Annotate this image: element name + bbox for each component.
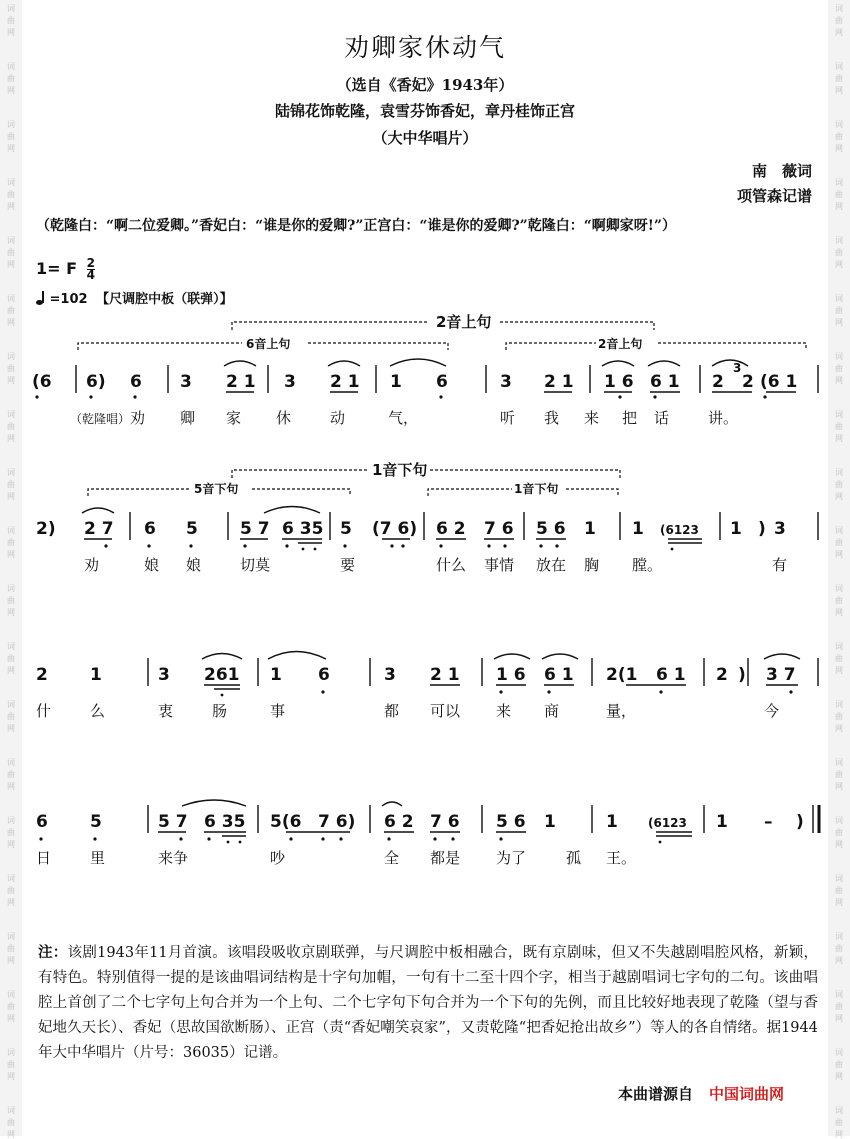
watermark-glyph: 词 [7,294,15,303]
lyric: 娘 [186,556,202,574]
watermark-glyph: 网 [835,898,843,907]
watermark-glyph: 网 [7,1130,15,1139]
page-title: 劝卿家休动气 [343,33,506,62]
tempo-style: 【尺调腔中板（联弹）】 [96,292,233,307]
note: (7 6) [372,519,418,539]
lyricist-credit: 南 薇词 [751,162,812,180]
note: 6) [86,372,106,392]
dialogue-line: （乾隆白：“啊二位爱卿。”香妃白：“谁是你的爱卿?”正宫白：“谁是你的爱卿?”乾隆白：“啊卿家呀!”） [36,218,676,234]
lyric: 胸 [584,556,600,574]
watermark-glyph: 词 [7,410,15,419]
watermark-glyph: 词 [835,874,843,883]
watermark-glyph: 词 [835,816,843,825]
watermark-glyph: 曲 [7,16,15,25]
lyric: 里 [90,849,106,867]
watermark-glyph: 词 [7,758,15,767]
watermark-glyph: 曲 [7,712,15,721]
note: 2 [742,372,754,392]
watermark-glyph: 网 [7,202,15,211]
lyric: 把 [622,409,638,427]
watermark-glyph: 词 [7,1048,15,1057]
watermark-glyph: 词 [7,932,15,941]
note: 2 1 [430,665,460,685]
watermark-glyph: 网 [7,260,15,269]
watermark-glyph: 网 [7,840,15,849]
grace-run: (6123 [660,523,699,537]
lyric: 我 [544,409,560,427]
note: 5 7 [240,519,270,539]
annotation-row2-a: 5音下句 [194,482,239,496]
watermark-glyph: 网 [7,782,15,791]
watermark-glyph: 曲 [835,16,843,25]
note: 6 [36,812,48,832]
watermark-glyph: 网 [835,724,843,733]
watermark-glyph: 曲 [7,364,15,373]
note: 6 35 [204,812,246,832]
watermark-glyph: 词 [835,120,843,129]
watermark-glyph: 词 [835,584,843,593]
lyric: 话 [654,409,670,427]
watermark-glyph: 词 [835,700,843,709]
note: 5 7 [158,812,188,832]
watermark-glyph: 曲 [835,944,843,953]
watermark-glyph: 网 [7,608,15,617]
note: 6 1 [544,665,574,685]
watermark-glyph: 曲 [835,1118,843,1127]
watermark-glyph: 曲 [7,654,15,663]
watermark-glyph: 词 [835,642,843,651]
watermark-glyph: 网 [7,666,15,675]
watermark-glyph: 网 [7,86,15,95]
grace-note: 3 [733,361,742,375]
note: 5 [340,519,352,539]
key-label: 1= F [36,259,78,278]
watermark-glyph: 网 [835,28,843,37]
watermark-glyph: 词 [835,758,843,767]
watermark-glyph: 词 [835,352,843,361]
watermark-glyph: 曲 [835,306,843,315]
time-top: 2 [86,256,95,270]
watermark-glyph: 网 [835,202,843,211]
watermark-glyph: 曲 [835,1060,843,1069]
note: 1 [632,519,644,539]
note: (6 1 [760,372,798,392]
lyric: 都是 [430,849,461,867]
lyric: 家 [226,409,242,427]
phrase-bracket-row1-b-right [658,343,806,350]
lyric: 膛。 [632,556,663,574]
note: 6 1 [656,665,686,685]
phrase-bracket-row2-b-left [428,489,512,496]
note: ) [738,665,746,685]
watermark-glyph: 曲 [835,886,843,895]
watermark-glyph: 曲 [7,132,15,141]
subtitle-record: （大中华唱片） [372,129,478,147]
watermark-glyph: 网 [7,376,15,385]
note: 6 2 [436,519,466,539]
phrase-bracket-row2-a-left [88,489,190,496]
note: 1 6 [604,372,634,392]
watermark-glyph: 曲 [7,480,15,489]
lyric: 可以 [430,702,461,720]
watermark-glyph: 曲 [7,1060,15,1069]
note: 2 1 [226,372,256,392]
note: 3 7 [766,665,796,685]
watermark-glyph: 网 [7,1072,15,1081]
note: 3 [500,372,512,392]
note: 1 [544,812,556,832]
watermark-glyph: 曲 [7,422,15,431]
note: 2 [716,665,728,685]
note: 7 6) [318,812,356,832]
lyric: 休 [276,409,292,427]
lyric: 全 [384,849,400,867]
note: 3 [384,665,396,685]
watermark-glyph: 词 [835,294,843,303]
note: 7 6 [484,519,514,539]
lyric: 都 [384,702,400,720]
note: 1 [606,812,618,832]
watermark-glyph: 网 [7,492,15,501]
watermark-glyph: 词 [7,178,15,187]
lyric: 今 [764,702,780,720]
watermark-glyph: 网 [835,608,843,617]
watermark-glyph: 曲 [7,770,15,779]
annotation-row1-a: 6音上句 [246,337,291,351]
watermark-glyph: 网 [835,86,843,95]
watermark-glyph: 词 [7,236,15,245]
lyric: 切莫 [240,556,271,574]
note: 6 35 [282,519,324,539]
note: 6 [130,372,142,392]
note: 2 7 [84,519,114,539]
watermark-glyph: 网 [835,1130,843,1139]
lyric: 肠 [212,702,228,720]
source-credit [618,1083,784,1104]
phrase-bracket-row2-b-right [566,489,618,496]
note: 1 6 [496,665,526,685]
note: 2 1 [544,372,574,392]
lyric: 要 [340,556,356,574]
note: 5 6 [496,812,526,832]
annotation-row1-big: 2音上句 [436,313,492,331]
singer-label: （乾隆唱） [70,412,131,426]
note: 1 [270,665,282,685]
lyric: 气， [388,409,419,427]
watermark-glyph: 曲 [7,248,15,257]
phrase-bracket-row1-big-left [232,322,428,330]
note: 1 [716,812,728,832]
watermark-glyph: 曲 [7,596,15,605]
watermark-glyph: 词 [7,468,15,477]
note: 2 1 [330,372,360,392]
watermark-glyph: 曲 [835,654,843,663]
note: 5(6 [270,812,302,832]
lyric: 来 [584,409,600,427]
subtitle-source: （选自《香妃》1943年） [336,76,514,94]
watermark-glyph: 网 [7,956,15,965]
watermark-glyph: 网 [835,144,843,153]
lyric: 王。 [606,849,637,867]
note: 3 [284,372,296,392]
note: 2 [712,372,724,392]
note: 2 [36,665,48,685]
watermark-glyph: 曲 [7,74,15,83]
note: 2) [36,519,56,539]
note: (6 [32,372,52,392]
lyric: 来争 [158,849,189,867]
watermark-glyph: 词 [7,62,15,71]
watermark-glyph: 词 [7,874,15,883]
watermark-glyph: 词 [835,526,843,535]
lyric: 劝 [130,409,146,427]
lyric: 事 [270,702,286,720]
note: ) [796,812,804,832]
watermark-glyph: 网 [7,550,15,559]
watermark-glyph: 曲 [7,828,15,837]
subtitle-cast: 陆锦花饰乾隆，袁雪芬饰香妃，章丹桂饰正宫 [274,102,575,120]
lyric: 事情 [484,556,515,574]
watermark-glyph: 曲 [835,538,843,547]
watermark-glyph: 曲 [835,132,843,141]
note: 7 6 [430,812,460,832]
watermark-glyph: 网 [7,724,15,733]
watermark-glyph: 曲 [7,306,15,315]
watermark-glyph: 曲 [835,422,843,431]
lyric: 动 [330,409,346,427]
watermark-glyph: 词 [7,990,15,999]
phrase-bracket-row2-big-right [430,470,620,478]
note-label: 注： [38,944,68,961]
lyric: 娘 [144,556,160,574]
lyric: 孤 [566,849,582,867]
lyric: 么 [90,702,106,720]
note: 1 [390,372,402,392]
watermark-glyph: 曲 [7,538,15,547]
watermark-glyph: 曲 [835,828,843,837]
watermark-glyph: 词 [835,932,843,941]
watermark-glyph: 词 [835,236,843,245]
watermark-glyph: 词 [7,642,15,651]
watermark-glyph: 词 [835,990,843,999]
watermark-glyph: 词 [835,4,843,13]
watermark-glyph: 网 [835,492,843,501]
lyric: 什么 [436,556,467,574]
watermark-glyph: 网 [835,376,843,385]
phrase-bracket-row2-big-left [232,470,368,478]
note: – [764,812,773,832]
annotation-row1-b: 2音上句 [598,337,643,351]
lyric: 劝 [84,556,100,574]
watermark-glyph: 曲 [835,190,843,199]
notation-credit: 项管森记谱 [736,187,812,205]
watermark-glyph: 网 [835,666,843,675]
watermark-glyph: 网 [7,318,15,327]
watermark-glyph: 词 [835,468,843,477]
source-site-link[interactable]: 中国词曲网 [709,1085,785,1103]
phrase-bracket-row1-a-left [78,343,242,350]
note: 6 [436,372,448,392]
note: 6 [318,665,330,685]
time-bottom: 4 [86,268,95,282]
watermark-glyph: 词 [7,352,15,361]
note: 1 [730,519,742,539]
note: 6 1 [650,372,680,392]
watermark-glyph: 曲 [7,944,15,953]
watermark-glyph: 词 [835,62,843,71]
note: 5 [186,519,198,539]
phrase-bracket-row2-a-right [252,489,350,496]
lyric: 商 [544,702,560,720]
lyric: 听 [500,409,516,427]
watermark-glyph: 词 [835,1106,843,1115]
watermark-glyph: 网 [835,840,843,849]
watermark-glyph: 网 [7,144,15,153]
watermark-glyph: 网 [835,782,843,791]
watermark-glyph: 网 [7,898,15,907]
note: 261 [204,665,240,685]
watermark-glyph: 曲 [835,770,843,779]
lyric: 有 [772,556,788,574]
note: ) [758,519,766,539]
phrase-bracket-row1-a-right [308,343,448,350]
lyric: 日 [36,849,52,867]
watermark-glyph: 词 [7,120,15,129]
lyric: 讲。 [708,409,739,427]
watermark-glyph: 网 [7,434,15,443]
watermark-glyph: 词 [7,1106,15,1115]
lyric: 来 [496,702,512,720]
watermark-glyph: 曲 [835,1002,843,1011]
watermark-glyph: 曲 [7,190,15,199]
lyric: 吵 [270,849,286,867]
watermark-glyph: 网 [835,550,843,559]
watermark-glyph: 曲 [835,248,843,257]
note: 2(1 [606,665,638,685]
watermark-glyph: 网 [7,1014,15,1023]
note: 5 [90,812,102,832]
lyric: 什 [36,702,52,720]
watermark-glyph: 网 [835,260,843,269]
watermark-glyph: 词 [7,526,15,535]
watermark-glyph: 网 [835,1014,843,1023]
note: 6 2 [384,812,414,832]
watermark-glyph: 曲 [835,712,843,721]
watermark-glyph: 词 [7,584,15,593]
watermark-glyph: 曲 [7,886,15,895]
watermark-glyph: 词 [7,700,15,709]
watermark-glyph: 曲 [835,480,843,489]
lyric: 为了 [496,849,527,867]
note: 1 [584,519,596,539]
editorial-note [38,940,818,1066]
watermark-glyph: 曲 [835,596,843,605]
tempo-value: =102 [49,292,88,307]
phrase-bracket-row1-big-right [500,322,654,330]
watermark-glyph: 曲 [7,1002,15,1011]
watermark-glyph: 曲 [835,74,843,83]
note: 3 [774,519,786,539]
watermark-glyph: 曲 [835,364,843,373]
watermark-glyph: 词 [835,178,843,187]
watermark-glyph: 词 [835,1048,843,1057]
note: 5 6 [536,519,566,539]
annotation-row2-b: 1音下句 [514,482,559,496]
annotation-row2-big: 1音下句 [372,461,428,479]
lyric: 衷 [158,702,174,720]
watermark-glyph: 网 [835,1072,843,1081]
note: 6 [144,519,156,539]
lyric: 卿 [180,409,196,427]
phrase-bracket-row1-b-left [506,343,596,350]
watermark-glyph: 词 [7,816,15,825]
grace-run: (6123 [648,816,687,830]
watermark-glyph: 网 [7,28,15,37]
note: 1 [90,665,102,685]
watermark-glyph: 网 [835,318,843,327]
note: 3 [180,372,192,392]
watermark-glyph: 词 [7,4,15,13]
note: 3 [158,665,170,685]
watermark-glyph: 网 [835,956,843,965]
source-label: 本曲谱源自 [618,1085,694,1103]
note-text: 该剧1943年11月首演。该唱段吸收京剧联弹，与尺调腔中板相融合，既有京剧味，但又不失越剧唱腔风格，新颖，有特色。特别值得一提的是该曲唱词结构是十字句加帽，一句有十二至十四个字，相当于越剧唱词七字句的二句。该曲唱腔上首创了二个七字句上句合并为一个上句、二个七字句下句合并为一个下句的先例，而且比较好地表现了乾隆（望与香妃地久天长）、香妃（思故国欲断肠）、正宫（责“香妃嘲笑哀家”，又责乾隆“把香妃抢出故乡”）等人的各自情绪。据1944年大中华唱片（片号：36035）记谱。 [38,945,819,1061]
watermark-glyph: 曲 [7,1118,15,1127]
lyric: 放在 [536,556,567,574]
lyric: 量， [606,702,637,720]
watermark-glyph: 网 [835,434,843,443]
watermark-glyph: 词 [835,410,843,419]
